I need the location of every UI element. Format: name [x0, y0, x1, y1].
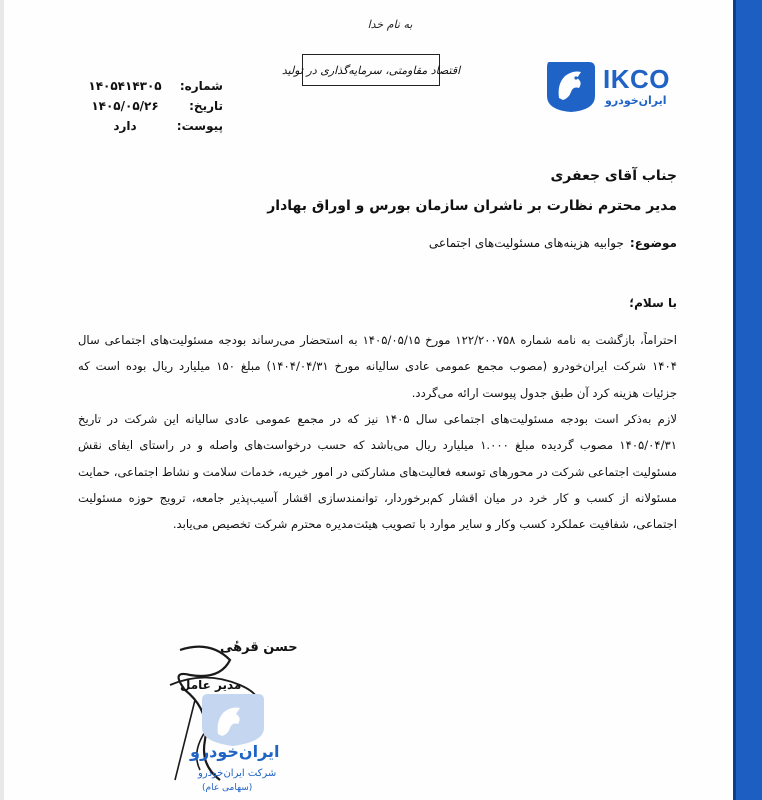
- meta-number-label: شماره:: [179, 79, 223, 93]
- addressee-title: مدیر محترم نظارت بر ناشران سازمان بورس و اوراق بهادار: [267, 198, 677, 214]
- body-paragraph-2: [78, 406, 677, 537]
- body-paragraph-2-text: لازم به‌ذکر است بودجه مسئولیت‌های اجتماعی سال ۱۴۰۵ نیز که در مجمع عمومی عادی سالیانه این شرکت در تاریخ ۱۴۰۵/۰۴/۳۱ مصوب گردیده مبلغ ۱.۰۰۰ میلیارد ریال می‌باشد که حسب درخواست‌های واصله و در راستای ایفای نقش مسئولیت اجتماعی شرکت در محورهای توسعه فعالیت‌های مشارکتی در امور خیریه، خدمات سلامت و نشاط اجتماعی، حمایت مسئولانه از کسب و کار خرد در میان اقشار کم‌برخوردار، توانمندسازی اقشار آسیب‌پذیر جامعه، ترویج حوزه مسئولیت اجتماعی، شفافیت عملکرد کسب وکار و سایر موارد با تصویب هیئت‌مدیره محترم شرکت تخصیص می‌یابد.: [78, 412, 677, 532]
- subject-line: [429, 236, 677, 250]
- ikco-logo: [543, 58, 683, 118]
- meta-attachment: [75, 116, 223, 136]
- meta-number: [75, 76, 223, 96]
- seal-company-name: شرکت ایران‌خودرو: [198, 768, 277, 779]
- meta-attachment-label: پیوست:: [176, 119, 223, 133]
- scan-edge-left: [0, 0, 4, 800]
- meta-date-value: ۱۴۰۵/۰۵/۲۶: [91, 99, 159, 113]
- horse-head-icon: [543, 58, 599, 114]
- slogan-stamp: [281, 54, 461, 86]
- addressee-name: جناب آقای جعفری: [550, 168, 677, 184]
- letter-meta: [75, 76, 223, 136]
- bismillah-heading: به نام خدا: [367, 18, 413, 31]
- body-paragraph-1-text: احتراماً، بازگشت به نامه شماره ۱۲۲/۲۰۰۷۵۸ مورخ ۱۴۰۵/۰۵/۱۵ به استحضار می‌رساند بودجه مسئولیت‌های اجتماعی سال ۱۴۰۴ شرکت ایران‌خودرو (مصوب مجمع عمومی عادی سالیانه مورخ ۱۴۰۴/۰۴/۳۱) مبلغ ۱۵۰ میلیارد ریال بوده است که جزئیات هزینه کرد آن طبق جدول پیوست ارائه می‌گردد.: [78, 333, 677, 400]
- signatory-role: مدیر عامل: [180, 678, 242, 692]
- binder-edge: [736, 0, 762, 800]
- meta-date-label: تاریخ:: [189, 99, 223, 113]
- logo-brand-text: IKCO: [603, 64, 670, 94]
- seal-brand-fa: ایران‌خودرو: [190, 742, 280, 761]
- logo-brand-fa: ایران‌خودرو: [605, 94, 667, 107]
- meta-number-value: ۱۴۰۵۴۱۴۳۰۵: [88, 79, 162, 93]
- body-paragraph-1: [78, 327, 677, 406]
- seal-company-type: (سهامی عام): [202, 783, 253, 793]
- meta-date: [75, 96, 223, 116]
- subject-label: موضوع:: [629, 236, 677, 250]
- signatory-name: حسن قرهٔی: [220, 640, 298, 655]
- subject-text: جوابیه هزینه‌های مسئولیت‌های اجتماعی: [428, 236, 624, 250]
- slogan-text: اقتصاد مقاومتی، سرمایه‌گذاری در تولید: [281, 63, 461, 77]
- meta-attachment-value: دارد: [113, 119, 137, 133]
- greeting: با سلام؛: [629, 296, 677, 310]
